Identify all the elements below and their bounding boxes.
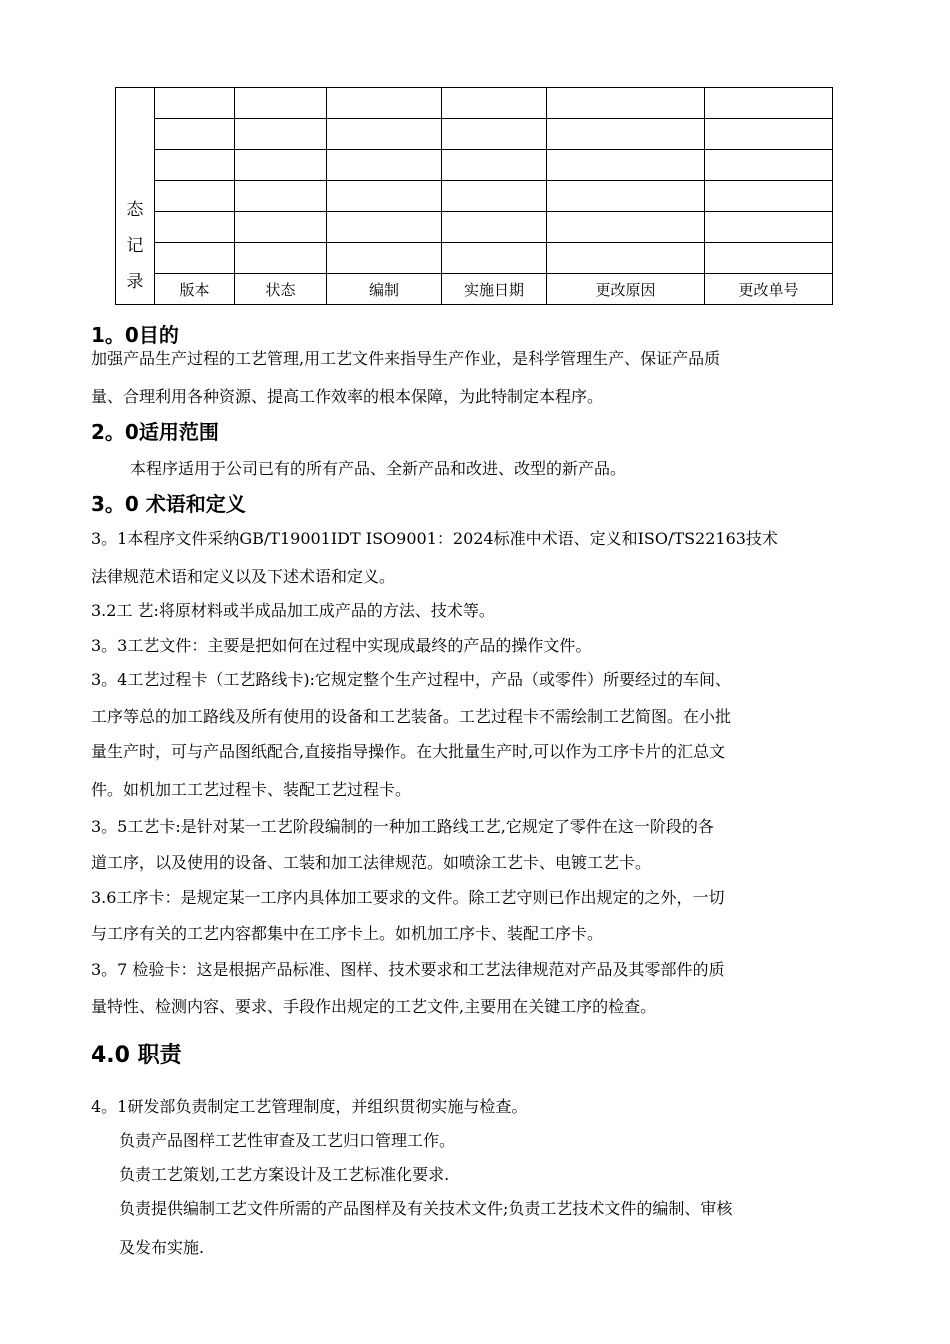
table-cell (235, 119, 327, 150)
table-cell (327, 181, 442, 212)
table-row (116, 212, 833, 243)
table-row (116, 243, 833, 274)
header-change-number: 更改单号 (705, 274, 833, 305)
paragraph-line: 3。5工艺卡:是针对某一工艺阶段编制的一种加工路线工艺,它规定了零件在这一阶段的各 (91, 817, 714, 836)
header-author: 编制 (327, 274, 442, 305)
paragraph-line: 本程序适用于公司已有的所有产品、全新产品和改进、改型的新产品。 (130, 459, 627, 478)
paragraph-line: 工序等总的加工路线及所有使用的设备和工艺装备。工艺过程卡不需绘制工艺简图。在小批 (91, 707, 732, 726)
table-cell (235, 181, 327, 212)
table-row (116, 119, 833, 150)
table-cell (155, 88, 235, 119)
table-cell (705, 212, 833, 243)
paragraph-line: 道工序，以及使用的设备、工装和加工法律规范。如喷涂工艺卡、电镀工艺卡。 (91, 853, 652, 872)
paragraph-line: 件。如机加工工艺过程卡、装配工艺过程卡。 (91, 780, 412, 799)
table-cell (442, 88, 547, 119)
table-cell (327, 119, 442, 150)
header-change-reason: 更改原因 (547, 274, 705, 305)
table-cell (155, 212, 235, 243)
table-cell (442, 150, 547, 181)
table-row (116, 181, 833, 212)
table-cell (327, 243, 442, 274)
paragraph-line: 3。1本程序文件采纳GB/T19001IDT ISO9001：2024标准中术语、定义和ISO/TS22163技术 (91, 529, 778, 548)
table-cell (442, 181, 547, 212)
table-cell (547, 88, 705, 119)
paragraph-line: 负责产品图样工艺性审查及工艺归口管理工作。 (119, 1131, 456, 1150)
table-cell (547, 181, 705, 212)
table-cell (705, 243, 833, 274)
header-status: 状态 (235, 274, 327, 305)
table-cell (705, 150, 833, 181)
paragraph-line: 负责提供编制工艺文件所需的产品图样及有关技术文件;负责工艺技术文件的编制、审核 (119, 1199, 733, 1218)
table-cell (235, 212, 327, 243)
table-cell (442, 243, 547, 274)
side-label-char: 态 (126, 200, 144, 220)
paragraph-line: 3。7 检验卡：这是根据产品标准、图样、技术要求和工艺法律规范对产品及其零部件的质 (91, 960, 725, 979)
revision-table (115, 87, 833, 305)
table-cell (235, 88, 327, 119)
table-cell (155, 181, 235, 212)
table-cell (442, 119, 547, 150)
header-effective-date: 实施日期 (442, 274, 547, 305)
section-heading-responsibilities: 4.0 职责 (91, 1043, 182, 1068)
table-cell (442, 212, 547, 243)
paragraph-line: 及发布实施. (119, 1238, 205, 1257)
paragraph-line: 3.2工 艺:将原材料或半成品加工成产品的方法、技术等。 (91, 601, 495, 620)
table-row (116, 88, 833, 119)
table-cell (705, 119, 833, 150)
table-cell (327, 212, 442, 243)
table-cell (705, 88, 833, 119)
paragraph-line: 4。1研发部负责制定工艺管理制度，并组织贯彻实施与检查。 (91, 1097, 528, 1116)
section-heading-terms: 3。0 术语和定义 (91, 492, 246, 516)
table-cell (705, 181, 833, 212)
header-version: 版本 (155, 274, 235, 305)
revision-side-label (116, 88, 155, 305)
table-cell (547, 150, 705, 181)
table-cell (547, 212, 705, 243)
section-heading-purpose: 1。0目的 (91, 323, 179, 347)
paragraph-line: 量、合理利用各种资源、提高工作效率的根本保障，为此特制定本程序。 (91, 387, 604, 406)
paragraph-line: 加强产品生产过程的工艺管理,用工艺文件来指导生产作业，是科学管理生产、保证产品质 (91, 349, 721, 368)
table-cell (327, 150, 442, 181)
table-cell (155, 150, 235, 181)
section-heading-scope: 2。0适用范围 (91, 420, 219, 444)
table-cell (235, 243, 327, 274)
table-cell (327, 88, 442, 119)
table-cell (547, 119, 705, 150)
paragraph-line: 负责工艺策划,工艺方案设计及工艺标准化要求. (119, 1165, 450, 1184)
table-cell (155, 119, 235, 150)
paragraph-line: 3。4工艺过程卡（工艺路线卡):它规定整个生产过程中，产品（或零件）所要经过的车间、 (91, 670, 731, 689)
table-cell (235, 150, 327, 181)
paragraph-line: 量特性、检测内容、要求、手段作出规定的工艺文件,主要用在关键工序的检查。 (91, 997, 657, 1016)
table-header-row (116, 274, 833, 305)
paragraph-line: 法律规范术语和定义以及下述术语和定义。 (91, 567, 396, 586)
paragraph-line: 量生产时，可与产品图纸配合,直接指导操作。在大批量生产时,可以作为工序卡片的汇总文 (91, 742, 726, 761)
side-label-char: 录 (126, 272, 144, 292)
paragraph-line: 与工序有关的工艺内容都集中在工序卡上。如机加工序卡、装配工序卡。 (91, 924, 604, 943)
table-row (116, 150, 833, 181)
paragraph-line: 3。3工艺文件：主要是把如何在过程中实现成最终的产品的操作文件。 (91, 636, 592, 655)
table-cell (155, 243, 235, 274)
side-label-char: 记 (126, 236, 144, 256)
paragraph-line: 3.6工序卡：是规定某一工序内具体加工要求的文件。除工艺守则已作出规定的之外，一切 (91, 888, 725, 907)
table-cell (547, 243, 705, 274)
